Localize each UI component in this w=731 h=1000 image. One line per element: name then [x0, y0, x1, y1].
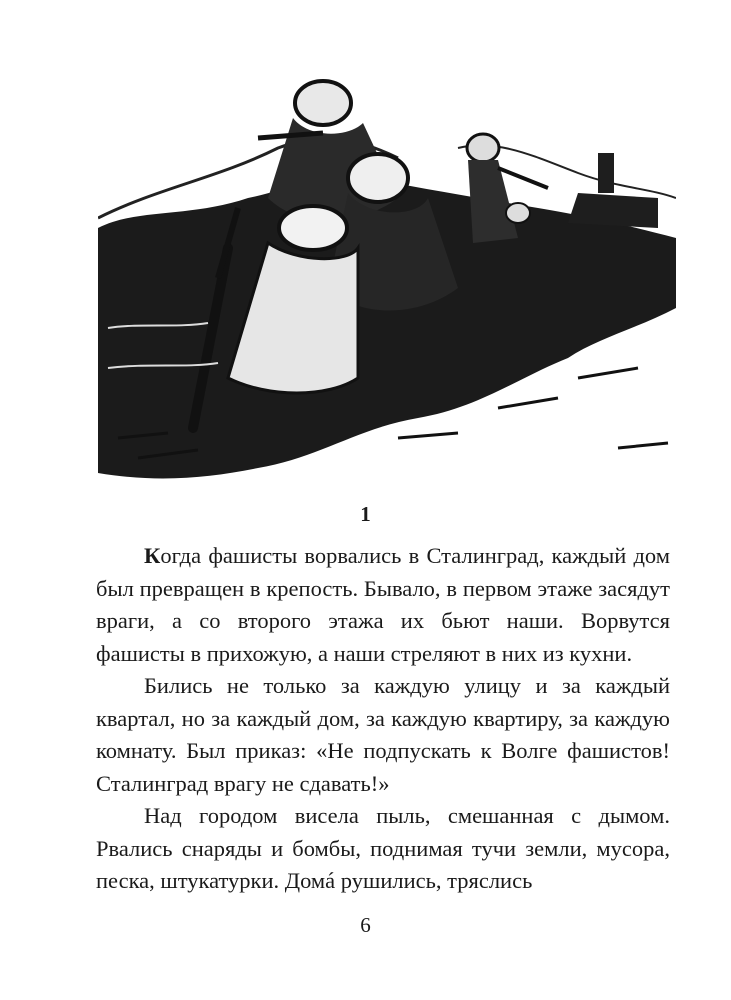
body-text [96, 540, 670, 898]
illustration-drawing [98, 78, 676, 490]
paragraph [96, 670, 670, 800]
paragraph-text: Над городом висела пыль, смешанная с дымом. Рвались снаряды и бомбы, поднимая тучи земли, мусора, песка, штукатурки. Домá рушились, тряслись [96, 803, 670, 893]
dropcap-letter: К [144, 543, 161, 568]
paragraph-text: Бились не только за каждую улицу и за каждый квартал, но за каждый дом, за каждую квартиру, за каждую комнату. Был приказ: «Не подпускать к Волге фашистов! Сталинград врагу не сдавать!» [96, 673, 670, 796]
chapter-number: 1 [360, 502, 371, 526]
paragraph [96, 540, 670, 670]
paragraph [96, 800, 670, 898]
paragraph-text: огда фашисты ворвались в Сталинград, каждый дом был превращен в крепость. Бывало, в первом этаже засядут враги, а со второго этажа их бьют наши. Ворвутся фашисты в прихожую, а наши стреляют в них из кухни. [96, 543, 670, 666]
page-number: 6 [360, 913, 371, 937]
soldiers-in-trench-illustration-icon [98, 78, 676, 490]
